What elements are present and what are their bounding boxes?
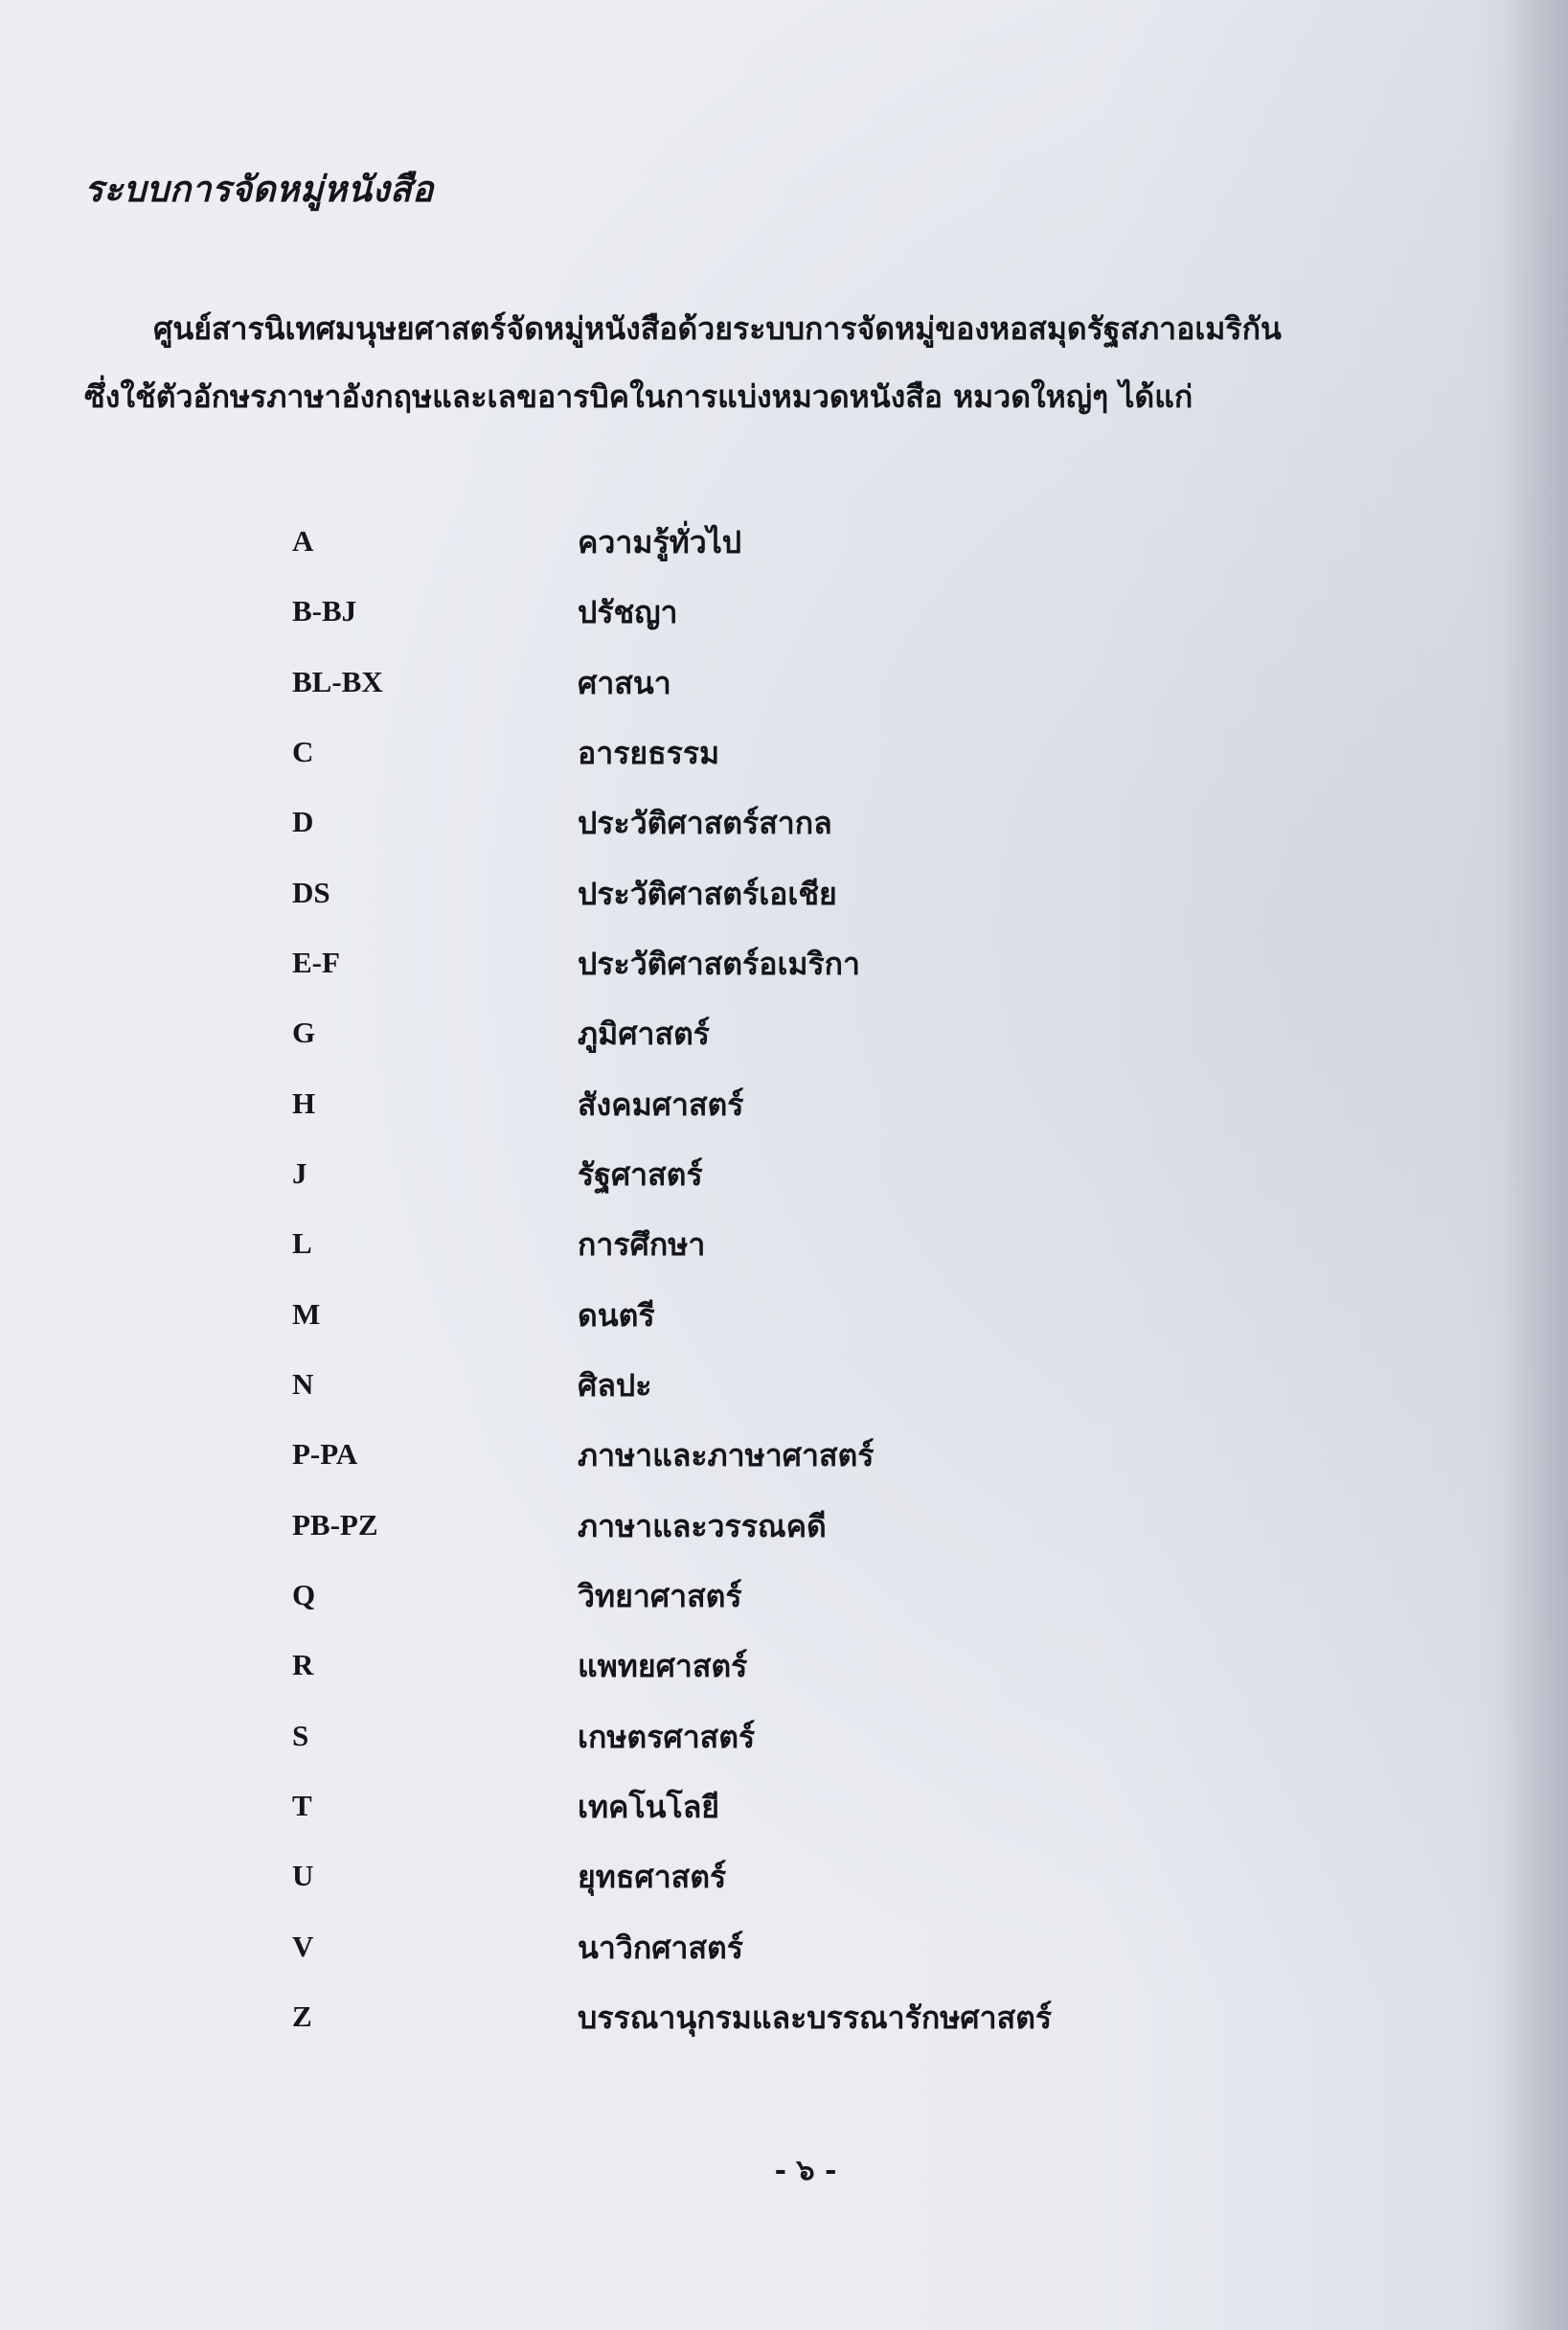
- class-label: ยุทธศาสตร์: [578, 1859, 727, 1896]
- class-code: V: [292, 1929, 314, 1963]
- class-row: [0, 876, 1568, 924]
- class-row: [0, 1156, 1568, 1204]
- class-row: [0, 1719, 1568, 1767]
- class-code: L: [292, 1226, 312, 1261]
- class-code: U: [292, 1859, 314, 1893]
- class-label: ศาสนา: [578, 664, 671, 701]
- class-code: BL-BX: [292, 664, 383, 698]
- class-row: [0, 1999, 1568, 2047]
- class-code: M: [292, 1296, 321, 1331]
- class-label: บรรณานุกรมและบรรณารักษศาสตร์: [578, 1999, 1053, 2036]
- class-row: [0, 1508, 1568, 1556]
- class-label: แพทยศาสตร์: [578, 1648, 748, 1685]
- class-label: รัฐศาสตร์: [578, 1155, 703, 1193]
- class-row: [0, 1226, 1568, 1274]
- class-row: [0, 735, 1568, 783]
- class-code: DS: [292, 875, 330, 909]
- class-code: R: [292, 1648, 314, 1682]
- class-label: วิทยาศาสตร์: [578, 1577, 742, 1614]
- class-label: ประวัติศาสตร์สากล: [578, 805, 832, 842]
- class-code: Q: [292, 1577, 316, 1611]
- class-label: การศึกษา: [578, 1226, 706, 1264]
- class-label: สังคมศาสตร์: [578, 1085, 744, 1123]
- class-row: [0, 1789, 1568, 1837]
- class-row: [0, 946, 1568, 994]
- class-code: H: [292, 1085, 316, 1120]
- class-code: Z: [292, 1999, 312, 2033]
- class-label: ศิลปะ: [578, 1366, 652, 1404]
- class-label: นาวิกศาสตร์: [578, 1929, 743, 1966]
- class-code: B-BJ: [292, 594, 357, 628]
- page-number: - ๖ -: [774, 2154, 837, 2187]
- class-row: [0, 805, 1568, 853]
- class-row: [0, 1930, 1568, 1977]
- class-code: G: [292, 1016, 316, 1050]
- class-code: N: [292, 1366, 314, 1401]
- intro-paragraph-line-2: ซึ่งใช้ตัวอักษรภาษาอังกฤษและเลขอารบิคในการแบ่งหมวดหนังสือ หมวดใหญ่ๆ ได้แก่: [84, 378, 1193, 415]
- class-code: C: [292, 734, 314, 768]
- class-code: J: [292, 1155, 307, 1190]
- class-row: [0, 1016, 1568, 1063]
- class-label: อารยธรรม: [578, 734, 720, 771]
- class-row: [0, 1578, 1568, 1626]
- class-label: ปรัชญา: [578, 594, 678, 631]
- class-code: T: [292, 1788, 312, 1822]
- class-row: [0, 1859, 1568, 1907]
- class-row: [0, 524, 1568, 572]
- class-code: S: [292, 1718, 309, 1752]
- class-code: A: [292, 524, 314, 558]
- intro-paragraph-line-1: ศูนย์สารนิเทศมนุษยศาสตร์จัดหมู่หนังสือด้วยระบบการจัดหมู่ของหอสมุดรัฐสภาอเมริกัน: [153, 310, 1282, 347]
- class-row: [0, 594, 1568, 642]
- class-row: [0, 1648, 1568, 1696]
- class-code: E-F: [292, 945, 340, 979]
- class-row: [0, 1297, 1568, 1345]
- class-label: ประวัติศาสตร์อเมริกา: [578, 945, 860, 982]
- class-row: [0, 1367, 1568, 1415]
- class-label: ภาษาและภาษาศาสตร์: [578, 1437, 875, 1474]
- class-label: ดนตรี: [578, 1296, 655, 1334]
- class-code: P-PA: [292, 1437, 358, 1472]
- class-row: [0, 665, 1568, 713]
- class-row: [0, 1437, 1568, 1485]
- class-label: ภาษาและวรรณคดี: [578, 1507, 827, 1544]
- class-label: ความรู้ทั่วไป: [578, 524, 742, 560]
- class-code: PB-PZ: [292, 1507, 378, 1542]
- class-label: ประวัติศาสตร์เอเชีย: [578, 875, 837, 912]
- class-code: D: [292, 805, 314, 839]
- section-heading: ระบบการจัดหมู่หนังสือ: [84, 168, 434, 210]
- class-label: เกษตรศาสตร์: [578, 1718, 756, 1755]
- class-label: เทคโนโลยี: [578, 1788, 720, 1825]
- class-label: ภูมิศาสตร์: [578, 1016, 710, 1053]
- class-row: [0, 1086, 1568, 1134]
